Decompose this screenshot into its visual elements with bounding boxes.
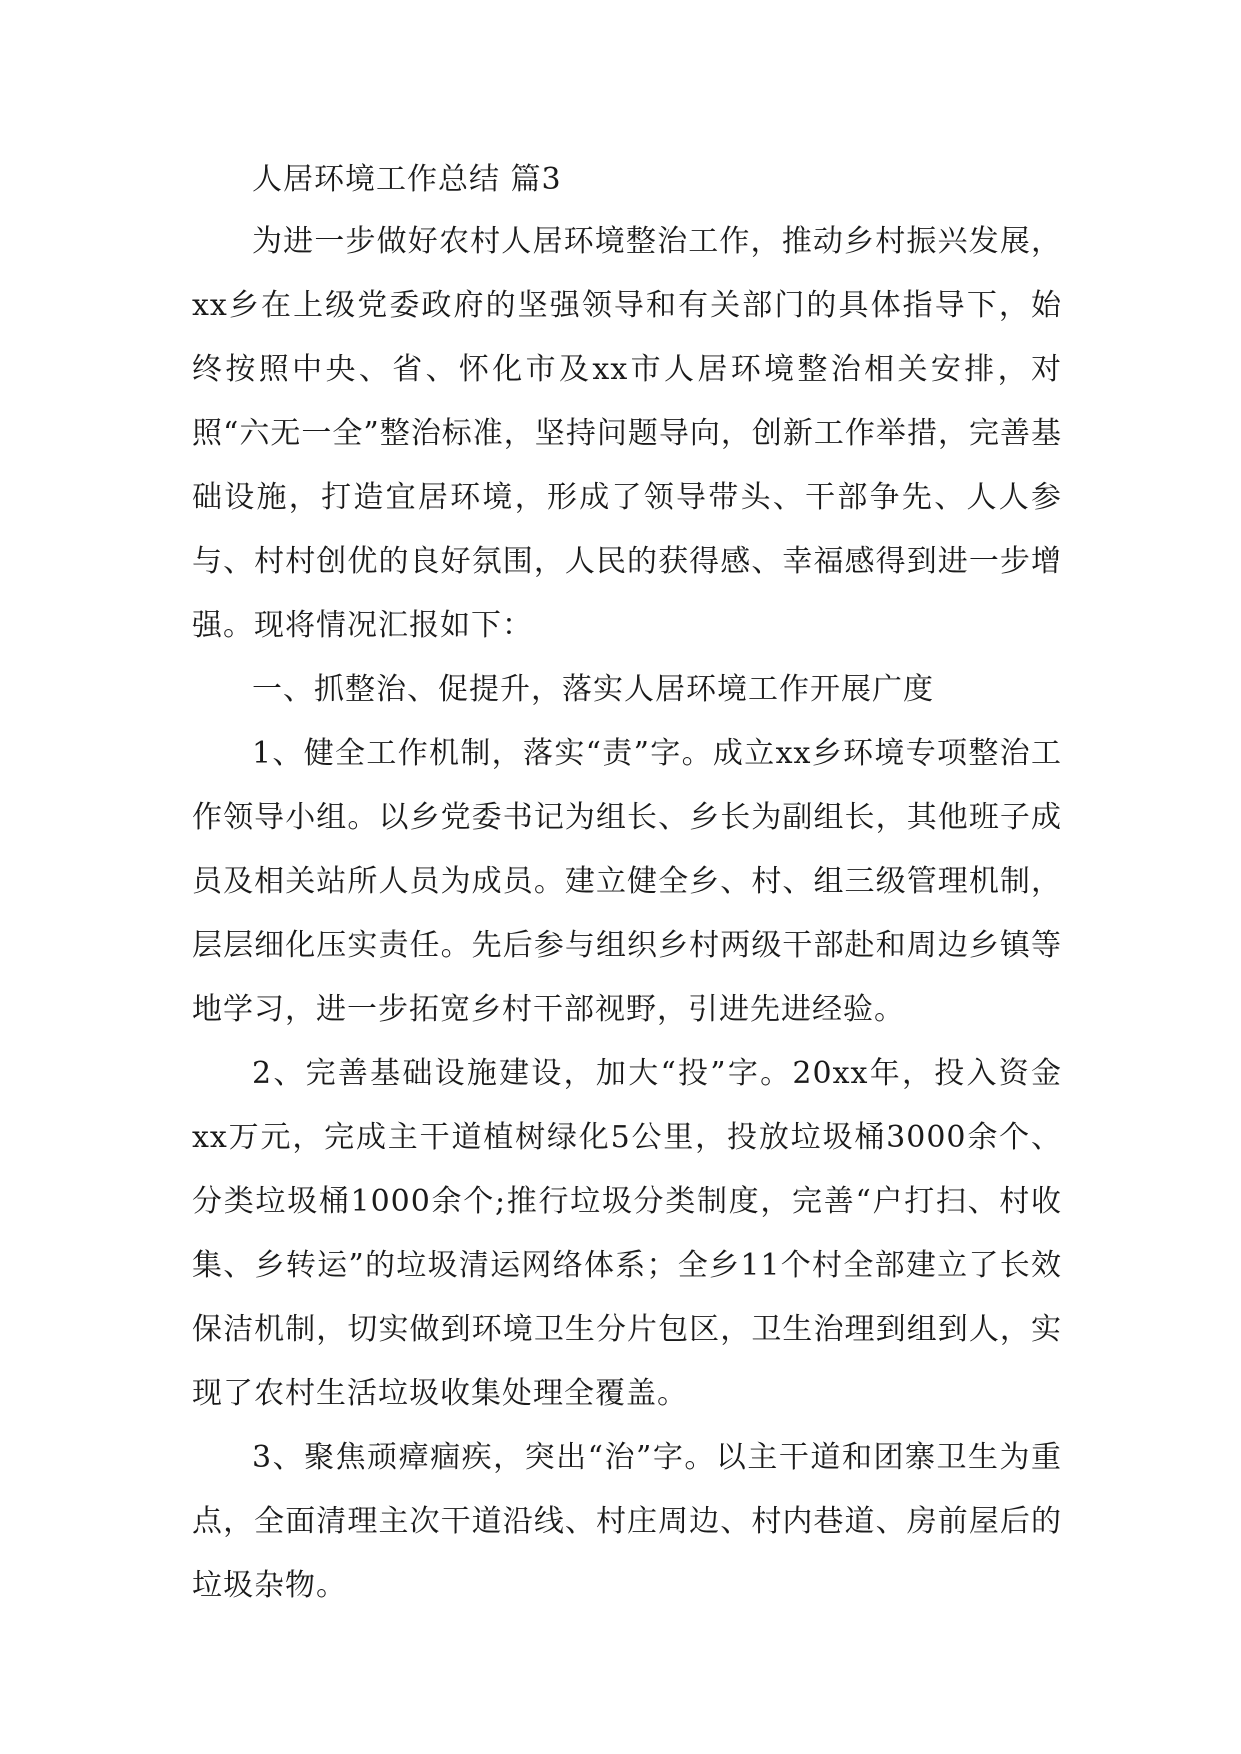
document-title: 人居环境工作总结 篇3 (252, 162, 562, 197)
paragraph-item-3: 3、聚焦顽瘴痼疾，突出“治”字。以主干道和团寨卫生为重点，全面清理主次干道沿线、村庄周边、村内巷道、房前屋后的垃圾杂物。 (192, 1440, 1062, 1603)
paragraph-intro: 为进一步做好农村人居环境整治工作，推动乡村振兴发展，xx乡在上级党委政府的坚强领导和有关部门的具体指导下，始终按照中央、省、怀化市及xx市人居环境整治相关安排，对照“六无一全”整治标准，坚持问题导向，创新工作举措，完善基础设施，打造宜居环境，形成了领导带头、干部争先、人人参与、村村创优的良好氛围，人民的获得感、幸福感得到进一步增强。现将情况汇报如下： (192, 224, 1062, 643)
document-body (192, 150, 1062, 1618)
section-heading-1: 一、抓整治、促提升，落实人居环境工作开展广度 (252, 672, 934, 707)
paragraph-item-1: 1、健全工作机制，落实“责”字。成立xx乡环境专项整治工作领导小组。以乡党委书记为组长、乡长为副组长，其他班子成员及相关站所人员为成员。建立健全乡、村、组三级管理机制，层层细化压实责任。先后参与组织乡村两级干部赴和周边乡镇等地学习，进一步拓宽乡村干部视野，引进先进经验。 (192, 736, 1062, 1027)
paragraph-item-2: 2、完善基础设施建设，加大“投”字。20xx年，投入资金xx万元，完成主干道植树绿化5公里，投放垃圾桶3000余个、分类垃圾桶1000余个;推行垃圾分类制度，完善“户打扫、村收集、乡转运”的垃圾清运网络体系；全乡11个村全部建立了长效保洁机制，切实做到环境卫生分片包区，卫生治理到组到人，实现了农村生活垃圾收集处理全覆盖。 (192, 1056, 1062, 1411)
